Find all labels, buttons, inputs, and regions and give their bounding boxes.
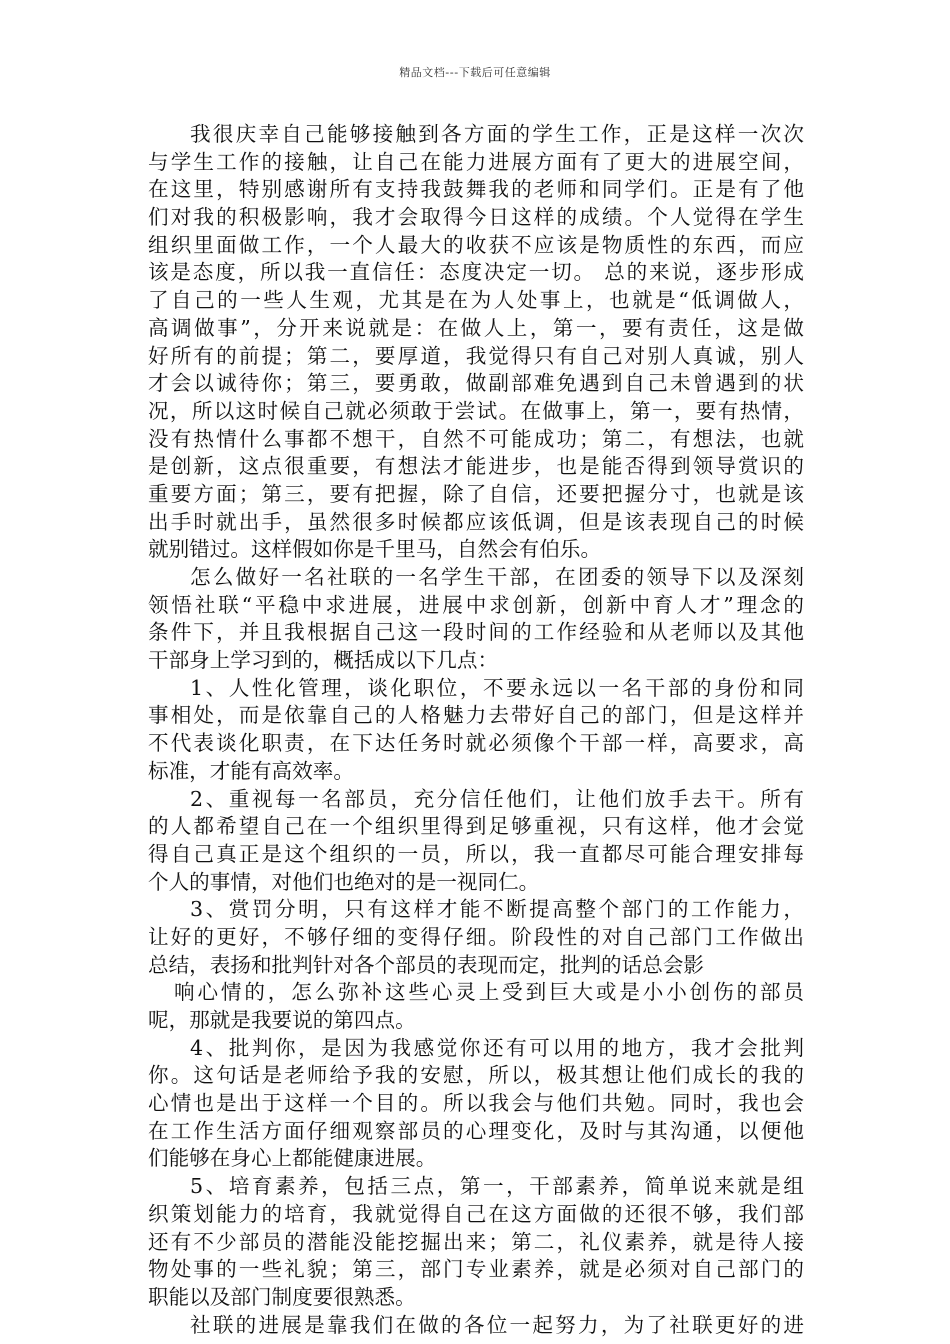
text-line: 该是态度，所以我一直信任：态度决定一切。 总的来说，逐步形成 xyxy=(148,260,804,285)
text-line: 就别错过。这样假如你是千里马，自然会有伯乐。 xyxy=(148,537,602,562)
document-body xyxy=(148,121,804,1339)
text-line: 社联的进展是靠我们在做的各位一起努力，为了社联更好的进 xyxy=(190,1312,804,1337)
text-line: 况，所以这时候自己就必须敢于尝试。在做事上，第一，要有热情， xyxy=(148,398,804,423)
text-line: 们对我的积极影响，我才会取得今日这样的成绩。个人觉得在学生 xyxy=(148,205,804,230)
text-line: 高调做事”，分开来说就是：在做人上，第一，要有责任，这是做 xyxy=(148,315,804,340)
text-line: 得自己真正是这个组织的一员，所以，我一直都尽可能合理安排每 xyxy=(148,841,804,866)
text-line: 出手时就出手，虽然很多时候都应该低调，但是该表现自己的时候 xyxy=(148,509,804,534)
text-line: 标准，才能有高效率。 xyxy=(148,758,354,783)
text-line: 个人的事情，对他们也绝对的是一视同仁。 xyxy=(148,869,540,894)
text-line: 物处事的一些礼貌；第三，部门专业素养，就是必须对自己部门的 xyxy=(148,1257,804,1282)
text-line: 1、人性化管理，谈化职位，不要永远以一名干部的身份和同 xyxy=(190,675,804,700)
text-line: 不代表谈化职责，在下达任务时就必须像个干部一样，高要求，高 xyxy=(148,731,804,756)
text-line: 好所有的前提；第二，要厚道，我觉得只有自己对别人真诚，别人 xyxy=(148,343,804,368)
text-line: 响心情的，怎么弥补这些心灵上受到巨大或是小小创伤的部员 xyxy=(174,980,804,1005)
text-line: 条件下，并且我根据自己这一段时间的工作经验和从老师以及其他 xyxy=(148,620,804,645)
text-line: 的人都希望自己在一个组织里得到足够重视，只有这样，他才会觉 xyxy=(148,814,804,839)
text-line: 们能够在身心上都能健康进展。 xyxy=(148,1146,437,1171)
text-line: 与学生工作的接触，让自己在能力进展方面有了更大的进展空间， xyxy=(148,149,804,174)
text-line: 织策划能力的培育，我就觉得自己在这方面做的还很不够，我们部 xyxy=(148,1201,804,1226)
text-line: 在工作生活方面仔细观察部员的心理变化，及时与其沟通，以便他 xyxy=(148,1118,804,1143)
text-line: 了自己的一些人生观，尤其是在为人处事上，也就是“低调做人， xyxy=(148,288,804,313)
page-header: 精品文档---下载后可任意编辑 xyxy=(399,66,551,79)
text-line: 3、赏罚分明，只有这样才能不断提高整个部门的工作能力， xyxy=(190,897,804,922)
text-line: 才会以诚待你；第三，要勇敢，做副部难免遇到自己未曾遇到的状 xyxy=(148,371,804,396)
text-line: 还有不少部员的潜能没能挖掘出来；第二，礼仪素养，就是待人接 xyxy=(148,1229,804,1254)
text-line: 2、重视每一名部员，充分信任他们，让他们放手去干。所有 xyxy=(190,786,804,811)
text-line: 5、培育素养，包括三点，第一，干部素养，简单说来就是组 xyxy=(190,1174,804,1199)
text-line: 没有热情什么事都不想干，自然不可能成功；第二，有想法，也就 xyxy=(148,426,804,451)
text-line: 职能以及部门制度要很熟悉。 xyxy=(148,1284,416,1309)
text-line: 我很庆幸自己能够接触到各方面的学生工作，正是这样一次次 xyxy=(190,122,804,146)
text-line: 怎么做好一名社联的一名学生干部，在团委的领导下以及深刻 xyxy=(190,565,804,589)
text-line: 你。这句话是老师给予我的安慰，所以，极其想让他们成长的我的 xyxy=(148,1063,804,1088)
text-line: 在这里，特别感谢所有支持我鼓舞我的老师和同学们。正是有了他 xyxy=(148,177,804,202)
text-line: 重要方面；第三，要有把握，除了自信，还要把握分寸，也就是该 xyxy=(148,481,804,506)
text-line: 让好的更好，不够仔细的变得仔细。阶段性的对自己部门工作做出 xyxy=(148,924,804,949)
text-line: 事相处，而是依靠自己的人格魅力去带好自己的部门，但是这样并 xyxy=(148,703,804,728)
text-line: 呢，那就是我要说的第四点。 xyxy=(148,1008,416,1032)
text-line: 心情也是出于这样一个目的。所以我会与他们共勉。同时，我也会 xyxy=(148,1091,804,1116)
text-line: 总结，表扬和批判针对各个部员的表现而定，批判的话总会影 xyxy=(148,952,705,977)
text-line: 领悟社联“平稳中求进展，进展中求创新，创新中育人才”理念的 xyxy=(148,592,804,617)
text-line: 干部身上学习到的，概括成以下几点： xyxy=(148,648,499,673)
text-line: 组织里面做工作，一个人最大的收获不应该是物质性的东西，而应 xyxy=(148,232,804,257)
text-line: 是创新，这点很重要，有想法才能进步，也是能否得到领导赏识的 xyxy=(148,454,804,479)
text-line: 4、批判你，是因为我感觉你还有可以用的地方，我才会批判 xyxy=(190,1035,804,1060)
